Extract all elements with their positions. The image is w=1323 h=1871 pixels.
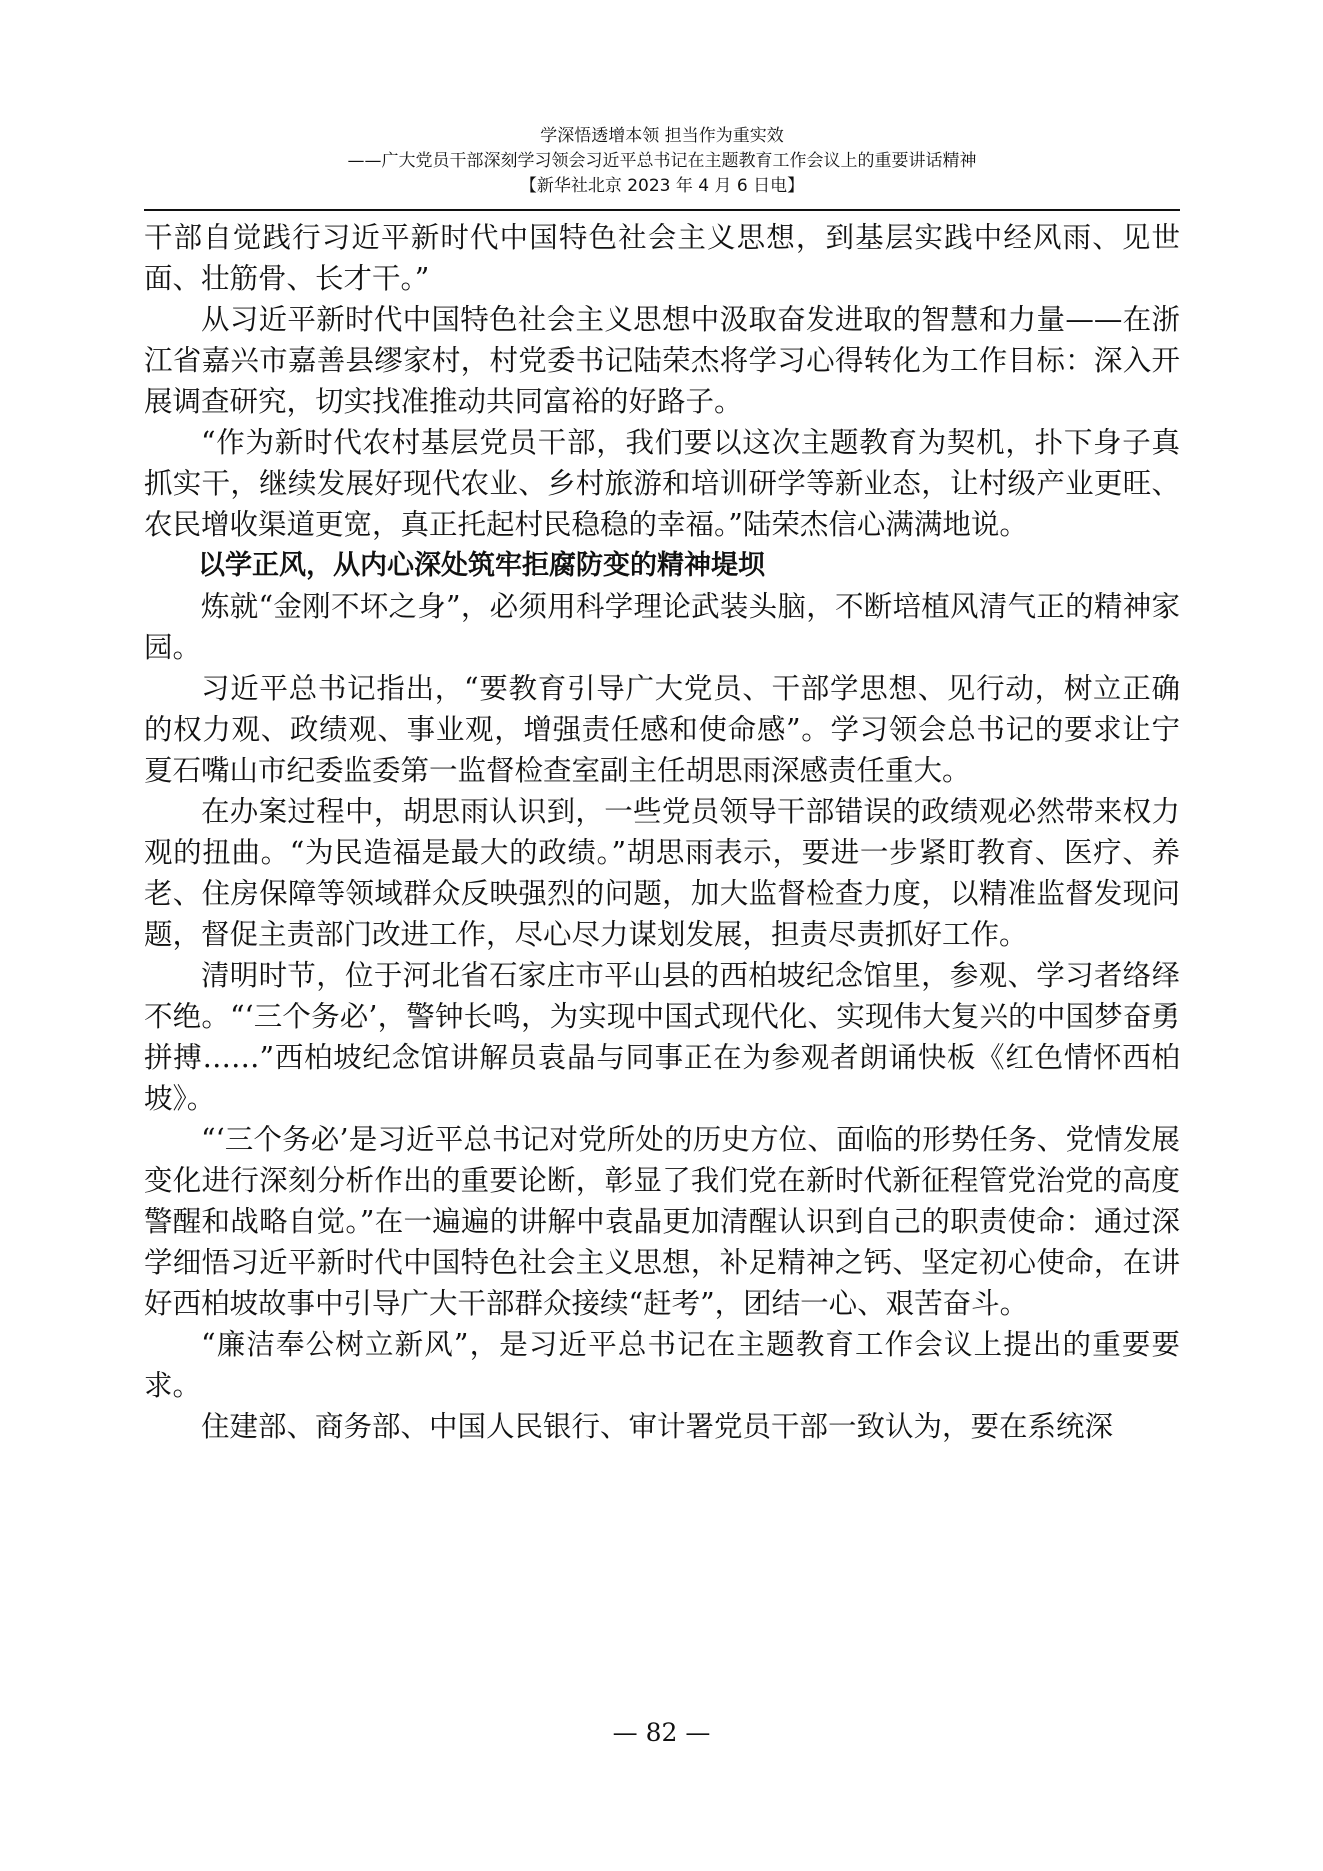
- paragraph: 在办案过程中，胡思雨认识到，一些党员领导干部错误的政绩观必然带来权力观的扭曲。“为民造福是最大的政绩。”胡思雨表示，要进一步紧盯教育、医疗、养老、住房保障等领域群众反映强烈的问题，加大监督检查力度，以精准监督发现问题，督促主责部门改进工作，尽心尽力谋划发展，担责尽责抓好工作。: [144, 795, 1180, 951]
- paragraph: 住建部、商务部、中国人民银行、审计署党员干部一致认为，要在系统深: [201, 1410, 1114, 1443]
- paragraph: “作为新时代农村基层党员干部，我们要以这次主题教育为契机，扑下身子真抓实干，继续发展好现代农业、乡村旅游和培训研学等新业态，让村级产业更旺、农民增收渠道更宽，真正托起村民稳稳的幸福。”陆荣杰信心满满地说。: [144, 426, 1180, 541]
- section-heading: 以学正风，从内心深处筑牢拒腐防变的精神堤坝: [198, 550, 765, 581]
- paragraph: 清明时节，位于河北省石家庄市平山县的西柏坡纪念馆里，参观、学习者络绎不绝。“‘三个务必’，警钟长鸣，为实现中国式现代化、实现伟大复兴的中国梦奋勇拼搏……”西柏坡纪念馆讲解员袁晶与同事正在为参观者朗诵快板《红色情怀西柏坡》。: [144, 959, 1180, 1115]
- header-source: 【新华社北京 2023 年 4 月 6 日电】: [519, 176, 805, 196]
- paragraph: “‘三个务必’是习近平总书记对党所处的历史方位、面临的形势任务、党情发展变化进行深刻分析作出的重要论断，彰显了我们党在新时代新征程管党治党的高度警醒和战略自觉。”在一遍遍的讲解中袁晶更加清醒认识到自己的职责使命：通过深学细悟习近平新时代中国特色社会主义思想，补足精神之钙、坚定初心使命，在讲好西柏坡故事中引导广大干部群众接续“赶考”，团结一心、艰苦奋斗。: [144, 1123, 1180, 1320]
- header-divider: [144, 209, 1180, 211]
- paragraph-continued: 干部自觉践行习近平新时代中国特色社会主义思想，到基层实践中经风雨、见世面、壮筋骨、长才干。”: [144, 221, 1180, 295]
- page-number: — 82 —: [612, 1718, 711, 1747]
- paragraph: 炼就“金刚不坏之身”，必须用科学理论武装头脑，不断培植风清气正的精神家园。: [144, 590, 1180, 664]
- paragraph: 习近平总书记指出，“要教育引导广大党员、干部学思想、见行动，树立正确的权力观、政绩观、事业观，增强责任感和使命感”。学习领会总书记的要求让宁夏石嘴山市纪委监委第一监督检查室副主任胡思雨深感责任重大。: [144, 672, 1180, 787]
- paragraph: 从习近平新时代中国特色社会主义思想中汲取奋发进取的智慧和力量——在浙江省嘉兴市嘉善县缪家村，村党委书记陆荣杰将学习心得转化为工作目标：深入开展调查研究，切实找准推动共同富裕的好路子。: [144, 303, 1180, 418]
- paragraph: “廉洁奉公树立新风”，是习近平总书记在主题教育工作会议上提出的重要要求。: [144, 1328, 1180, 1402]
- running-header: [144, 124, 1180, 199]
- header-title: 学深悟透增本领 担当作为重实效: [540, 126, 784, 146]
- article-body: [144, 217, 1180, 1447]
- header-subtitle: ——广大党员干部深刻学习领会习近平总书记在主题教育工作会议上的重要讲话精神: [347, 151, 977, 171]
